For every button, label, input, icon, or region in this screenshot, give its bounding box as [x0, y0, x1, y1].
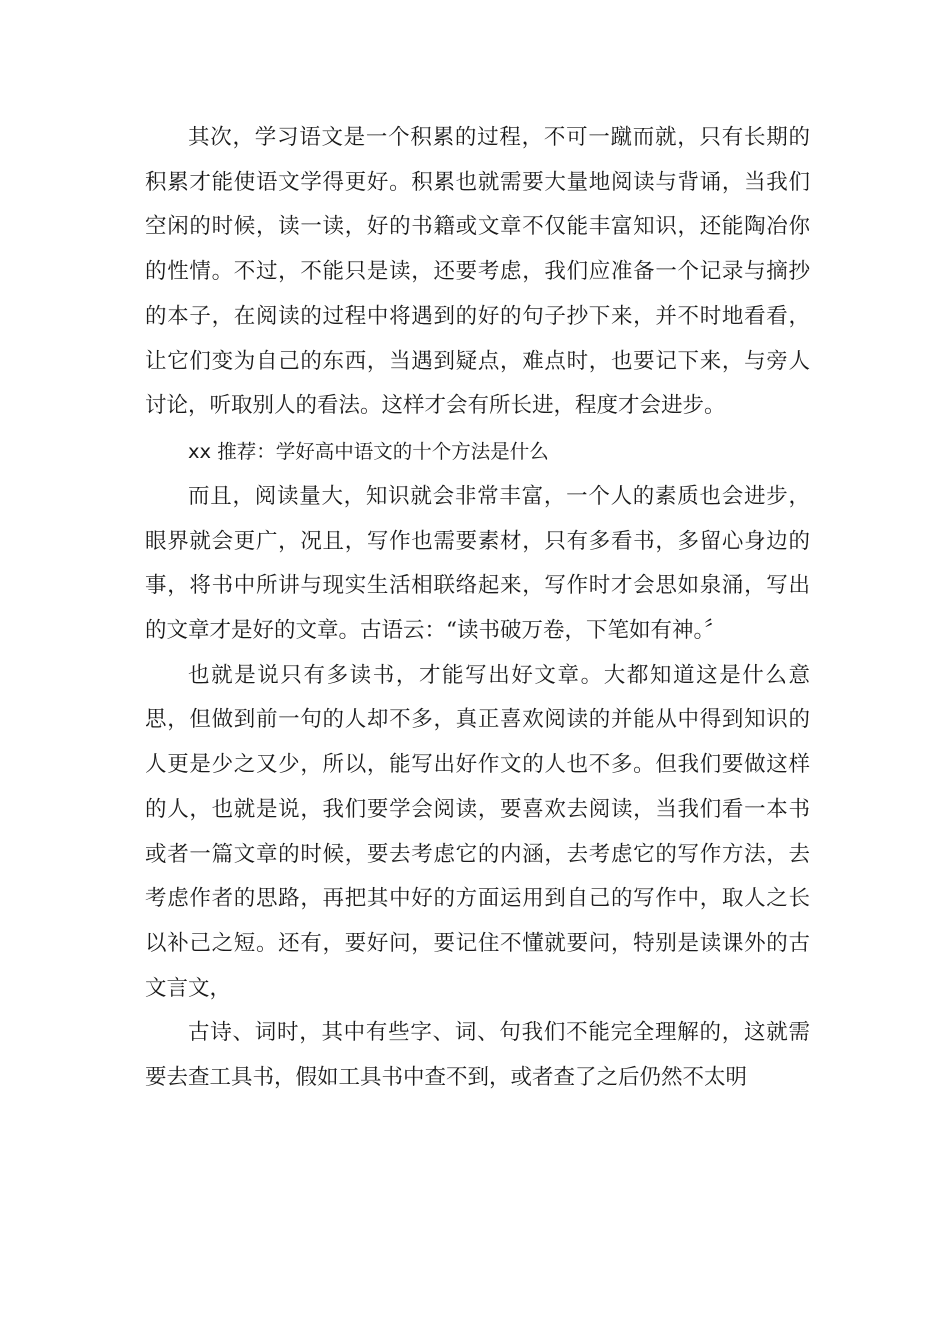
paragraph-accumulation: 其次，学习语文是一个积累的过程，不可一蹴而就，只有长期的积累才能使语文学得更好。积累也就需要大量地阅读与背诵，当我们空闲的时候，读一读，好的书籍或文章不仅能丰富知识，还能陶冶你的性情。不过，不能只是读，还要考虑，我们应准备一个记录与摘抄的本子，在阅读的过程中将遇到的好的句子抄下来，并不时地看看，让它们变为自己的东西，当遇到疑点，难点时，也要记下来，与旁人讨论，听取别人的看法。这样才会有所长进，程度才会进步。: [145, 125, 810, 419]
document-body: [145, 116, 810, 1101]
paragraph-classical-poetry: 古诗、词时，其中有些字、词、句我们不能完全理解的，这就需要去查工具书，假如工具书中查不到，或者查了之后仍然不太明: [145, 1020, 810, 1091]
paragraph-reading-volume: 而且，阅读量大，知识就会非常丰富，一个人的素质也会进步，眼界就会更广，况且，写作也需要素材，只有多看书，多留心身边的事，将书中所讲与现实生活相联络起来，写作时才会思如泉涌，写出的文章才是好的文章。古语云：“读书破万卷，下笔如有神。〞: [145, 483, 810, 644]
recommend-heading: xx 推荐：学好高中语文的十个方法是什么: [188, 439, 549, 463]
paragraph-read-more: 也就是说只有多读书，才能写出好文章。大都知道这是什么意思，但做到前一句的人却不多，真正喜欢阅读的并能从中得到知识的人更是少之又少，所以，能写出好作文的人也不多。但我们要做这样的人，也就是说，我们要学会阅读，要喜欢去阅读，当我们看一本书或者一篇文章的时候，要去考虑它的内涵，去考虑它的写作方法，去考虑作者的思路，再把其中好的方面运用到自己的写作中，取人之长以补己之短。还有，要好问，要记住不懂就要问，特别是读课外的古文言文，: [145, 662, 810, 1001]
